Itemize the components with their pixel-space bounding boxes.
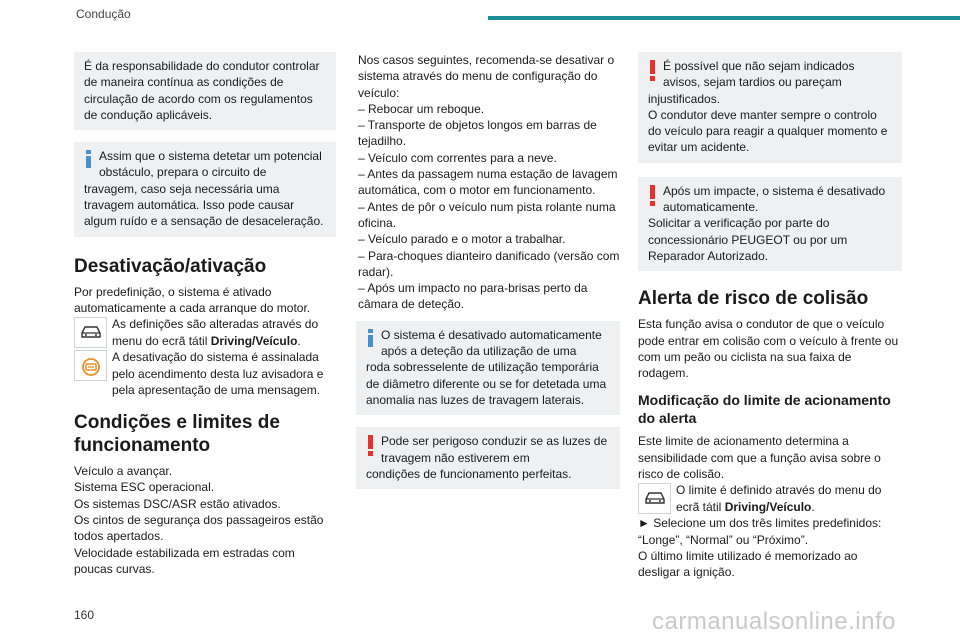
case-item: – Para-choques dianteiro danificado (versão com radar).	[358, 248, 620, 279]
menu-path: Driving/Veículo	[210, 333, 298, 348]
threshold-text-post: .	[811, 499, 815, 514]
heading-threshold: Modificação do limite de acionamento do alerta	[638, 392, 891, 427]
info-text-rest: roda sobresselente de utilização temporária de diâmetro diferente ou se for detetada uma anomalia nas luzes de travagem laterais.	[366, 360, 607, 407]
warning-light-row	[74, 349, 336, 398]
collision-warning-light-icon	[74, 350, 107, 381]
menu-text-post: .	[297, 333, 301, 348]
column-left	[74, 52, 336, 577]
condition-5: Velocidade estabilizada em estradas com poucas curvas.	[74, 545, 295, 576]
heading-deactivation: Desativação/ativação	[74, 255, 267, 277]
warning-light-text: A desativação do sistema é assinalada pelo acendimento desta luz avisadora e pela apresentação de uma mensagem.	[112, 350, 324, 397]
warning-text-rest: condições de funcionamento perfeitas.	[366, 466, 572, 481]
car-menu-icon	[74, 317, 107, 348]
paragraph-default: Por predefinição, o sistema é ativado automaticamente a cada arranque do motor.	[74, 284, 311, 315]
watermark: carmanualsonline.info	[652, 608, 896, 635]
info-text-first: O sistema é desativado automaticamente após a deteção da utilização de uma	[381, 327, 602, 359]
header-accent-bar	[488, 16, 960, 20]
warning-text-first: É possível que não sejam indicados avisos, sejam tardios ou pareçam	[663, 59, 855, 90]
deactivation-intro: Nos casos seguintes, recomenda-se desativar o sistema através do menu de configuração do veículo:	[358, 53, 615, 100]
paragraph-collision-alert: Esta função avisa o condutor de que o veículo pode entrar em colisão com o veículo à frente ou com um peão ou ciclista na sua faixa de rodagem.	[638, 317, 899, 381]
warning-box-alerts	[638, 52, 902, 163]
case-item: – Após um impacto no para-brisas perto da câmara de deteção.	[358, 281, 588, 312]
warning-text-first: Pode ser perigoso conduzir se as luzes de travagem não estiverem em	[381, 434, 608, 465]
info-text-rest: travagem, caso seja necessária uma travagem automática. Isso pode causar algum ruído e a sensação de desaceleração.	[84, 181, 324, 229]
case-item: – Transporte de objetos longos em barras de tejadilho.	[358, 118, 597, 149]
warning-text-rest: injustificados.	[648, 91, 721, 106]
warning-text-rest: Solicitar a verificação por parte do concessionário PEUGEOT ou por um Reparador Autorizado.	[648, 216, 848, 263]
note-text: É da responsabilidade do condutor controlar de maneira contínua as condições de circulação de acordo com os regulamentos de condução aplicáveis.	[84, 59, 320, 122]
warning-icon	[647, 185, 659, 206]
warning-icon	[365, 435, 377, 456]
menu-instruction-row	[74, 316, 336, 349]
heading-conditions: Condições e limites de funcionamento	[74, 412, 280, 457]
threshold-menu-row	[638, 482, 902, 515]
warning-text-p2: O condutor deve manter sempre o controlo do veículo para reagir a qualquer momento e evitar um acidente.	[648, 107, 888, 155]
case-item: – Antes de pôr o veículo num pista rolante numa oficina.	[358, 199, 616, 230]
menu-text-pre: As definições são alteradas através do menu do ecrã tátil	[112, 317, 319, 348]
warning-icon	[647, 60, 659, 81]
menu-path: Driving/Veículo	[724, 499, 812, 514]
warning-box-impact	[638, 177, 902, 271]
condition-2: Sistema ESC operacional.	[74, 480, 215, 495]
condition-3: Os sistemas DSC/ASR estão ativados.	[74, 496, 281, 511]
paragraph-threshold: Este limite de acionamento determina a sensibilidade com que a função avisa sobre o risco de colisão.	[638, 434, 881, 482]
step-select-threshold: ► Selecione um dos três limites predefinidos: “Longe”, “Normal” ou “Próximo”.	[638, 516, 882, 547]
column-middle	[356, 52, 620, 501]
column-right	[638, 52, 902, 581]
page-number: 160	[74, 608, 95, 622]
info-box-spare-wheel	[356, 321, 620, 415]
paragraph-memorized: O último limite utilizado é memorizado ao desligar a ignição.	[638, 548, 858, 580]
threshold-text-pre: O limite é definido através do menu do ecrã tátil	[676, 483, 882, 514]
section-header: Condução	[76, 7, 131, 21]
case-item: – Antes da passagem numa estação de lavagem automática, com o motor em funcionamento.	[358, 167, 618, 198]
heading-collision-alert: Alerta de risco de colisão	[638, 288, 869, 310]
warning-text-first: Após um impacte, o sistema é desativado automaticamente.	[663, 183, 886, 215]
car-menu-icon	[638, 483, 671, 514]
case-item: – Veículo com correntes para a neve.	[358, 150, 557, 165]
case-item: – Veículo parado e o motor a trabalhar.	[358, 232, 566, 247]
note-box-responsibility	[74, 52, 336, 130]
info-icon	[365, 329, 377, 348]
condition-1: Veículo a avançar.	[74, 464, 173, 479]
warning-box-brake-lights	[356, 427, 620, 489]
condition-4: Os cintos de segurança dos passageiros estão todos apertados.	[74, 513, 324, 544]
info-box-obstacle	[74, 142, 336, 236]
info-icon	[83, 150, 95, 169]
case-item: – Rebocar um reboque.	[358, 101, 485, 116]
info-text-first: Assim que o sistema detetar um potencial obstáculo, prepara o circuito de	[99, 149, 322, 180]
